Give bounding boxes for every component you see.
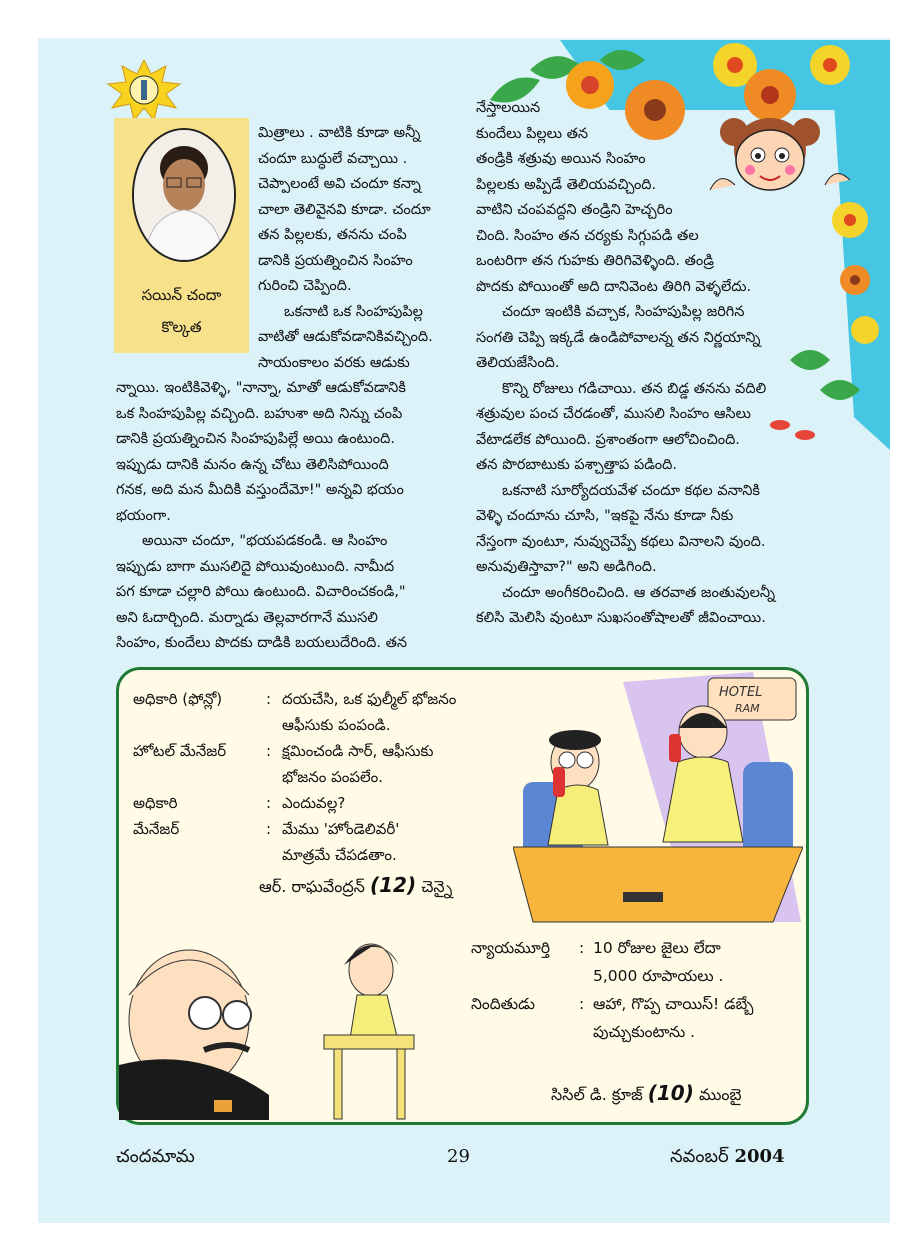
sun-logo-icon	[106, 58, 182, 122]
text-line: తన పిల్లలకు, తనను చంపి	[258, 227, 407, 243]
text-line: చందూ బుద్ధులే వచ్చాయి .	[258, 150, 408, 167]
joke-2-dialogue	[471, 934, 753, 1046]
text-line: చాలా తెలివైనవి కూడా. చందూ	[258, 201, 431, 218]
dialogue-text: మాత్రమే చేపడతాం.	[282, 846, 397, 864]
author-photo	[132, 128, 236, 262]
hotel-manager-illustration	[513, 672, 803, 927]
story-column-1-wide	[116, 376, 461, 657]
story-paragraph	[476, 377, 836, 479]
text-line: పగ కూడా చల్లారి పోయి ఉంటుంది. విచారించకండి,"	[116, 584, 406, 600]
story-paragraph	[476, 581, 836, 632]
speaker-label: నిందితుడు	[471, 995, 535, 1013]
text-line: ఒకనాటి సూర్యోదయవేళ చందూ కథల వనానికి	[502, 482, 760, 499]
jokes-box	[116, 667, 809, 1125]
story-column-1	[258, 121, 463, 376]
text-line: ఒంటరిగా తన గుహకు తిరిగివెళ్ళింది. తండ్రి	[476, 253, 714, 269]
dialogue-row	[133, 686, 456, 712]
text-line: మిత్రాలు . వాటికి కూడా అన్నీ	[258, 125, 421, 141]
text-line: ఇప్పుడు బాగా ముసలిదై పోయివుంటుంది. నామీద	[116, 558, 395, 575]
dialogue-text: క్షమించండి సార్, ఆఫీసుకు	[282, 742, 434, 760]
svg-text:RAM: RAM	[735, 702, 760, 715]
separator: :	[266, 820, 272, 838]
dialogue-row	[133, 764, 456, 790]
separator: :	[266, 742, 272, 760]
text-line: పిల్లలకు అప్పిడే తెలియవచ్చింది.	[476, 176, 657, 193]
text-line: న్నాయి. ఇంటికివెళ్ళి, "నాన్నా, మాతో ఆడుకోవడానికి	[116, 380, 406, 396]
dialogue-row	[133, 816, 456, 842]
story-paragraph	[258, 121, 463, 300]
text-line: డానికి ప్రయత్నించిన సింహం	[258, 252, 413, 269]
author-city: కొల్కత	[161, 318, 202, 336]
text-line: అయినా చందూ, "భయపడకండి. ఆ సింహం	[142, 533, 388, 549]
text-line: నేస్తాలయిన	[476, 100, 541, 116]
story-paragraph	[476, 300, 836, 377]
joke-1-credit	[259, 872, 452, 900]
text-line: వేటాడలేక పోయింది. ప్రశాంతంగా ఆలోచించింది.	[476, 431, 740, 448]
text-line: డానికి ప్రయత్నించిన సింహపుపిల్లే అయి ఉంటుంది.	[116, 431, 395, 447]
credit-age: (10)	[647, 1081, 694, 1105]
footer-month: నవంబర్	[670, 1146, 729, 1167]
footer-magazine-name: చందమామ	[116, 1146, 195, 1167]
text-line: వాటిని చంపవద్దని తండ్రిని హెచ్చరిం	[476, 202, 673, 218]
text-line: చింది. సింహం తన చర్యకు సిగ్గుపడి తల	[476, 227, 699, 244]
text-line: సింహం, కుందేలు పొదకు దాడికి బయలుదేరింది. తన	[116, 635, 408, 651]
text-line: నేస్తంగా వుంటూ, నువ్వుచెప్పే కథలు వినాలని వుంది.	[476, 533, 766, 550]
story-paragraph	[116, 529, 461, 657]
dialogue-row	[471, 1018, 753, 1046]
dialogue-row	[471, 934, 753, 962]
text-line: కుందేలు పిల్లలు తన	[476, 125, 589, 142]
speaker-label: అధికారి (ఫోన్లో)	[133, 690, 223, 708]
separator: :	[579, 939, 585, 957]
dialogue-row	[133, 738, 456, 764]
dialogue-row	[133, 842, 456, 868]
dialogue-text: 10 రోజుల జైలు లేదా	[593, 939, 721, 957]
credit-age: (12)	[369, 873, 417, 897]
text-line: శత్రువుల పంచ చేరడంతో, ముసలి సింహం ఆసిలు	[476, 406, 751, 422]
text-line: ఒక సింహపుపిల్ల వచ్చింది. బహుశా అది నిన్ను చంపి	[116, 405, 403, 422]
text-line: చెప్పాలంటే అవి చందూ కన్నా	[258, 176, 421, 192]
text-line: సాయంకాలం వరకు ఆడుకు	[258, 354, 410, 371]
story-paragraph	[476, 96, 836, 300]
speaker-label: న్యాయమూర్తి	[471, 939, 551, 957]
text-line: ఒకనాటి ఒక సింహపుపిల్ల	[284, 303, 423, 320]
court-illustration	[119, 925, 419, 1120]
text-line: కొన్ని రోజులు గడిచాయి. తన బిడ్డ తనను వదిలి	[502, 380, 767, 397]
dialogue-text: పుచ్చుకుంటాను .	[593, 1023, 696, 1041]
credit-name: ఆర్. రాఘవేంద్రన్	[259, 877, 365, 896]
text-line: కలిసి మెలిసి వుంటూ సుఖసంతోషాలతో జీవించాయి.	[476, 610, 766, 626]
story-paragraph	[258, 300, 463, 377]
text-line: తండ్రికి శత్రువు అయిన సింహం	[476, 151, 646, 167]
speaker-label: అధికారి	[133, 794, 178, 812]
joke-2-credit	[551, 1080, 742, 1108]
dialogue-row	[471, 962, 753, 990]
dialogue-text: ఎందువల్ల?	[282, 794, 346, 812]
text-line: చందూ ఇంటికి వచ్చాక, సింహపుపిల్ల జరిగిన	[502, 304, 745, 320]
text-line: చందూ అంగీకరించింది. ఆ తరవాత జంతువులన్నీ	[502, 584, 776, 601]
text-line: అని ఓదార్చింది. మర్నాడు తెల్లవారగానే ముసలి	[116, 609, 378, 626]
joke-1-dialogue	[133, 686, 456, 868]
text-line: గనక, అది మన మీదికి వస్తుందేమో!" అన్నవి భయం	[116, 482, 404, 498]
separator: :	[266, 794, 272, 812]
separator: :	[266, 690, 272, 708]
text-line: వెళ్ళి చందూను చూసి, "ఇకపై నేను కూడా నీకు	[476, 508, 734, 524]
story-column-2	[476, 96, 836, 632]
dialogue-text: దయచేసి, ఒక ఫుల్మీల్ భోజనం	[282, 690, 457, 708]
credit-city: చెన్నై	[421, 877, 453, 896]
dialogue-text: ఆహా, గొప్ప చాయిస్! డబ్బే	[593, 995, 754, 1013]
text-line: గురించి చెప్పింది.	[258, 278, 352, 294]
dialogue-text: ఆఫీసుకు పంపండి.	[282, 716, 391, 734]
text-line: తన పొరబాటుకు పశ్చాత్తాప పడింది.	[476, 457, 677, 473]
text-line: వాటితో ఆడుకోవడానికివచ్చింది.	[258, 329, 433, 345]
hotel-sign-text: HOTEL	[719, 685, 763, 700]
dialogue-text: 5,000 రూపాయలు .	[593, 967, 724, 985]
story-paragraph	[116, 376, 461, 529]
text-line: అనువుతిస్తావా?" అని అడిగింది.	[476, 559, 657, 575]
text-line: భయంగా.	[116, 507, 171, 524]
footer-page-number: 29	[447, 1146, 470, 1167]
separator: :	[579, 995, 585, 1013]
credit-name: సిసిల్ డి. క్రూజ్	[551, 1085, 643, 1104]
footer-year: 2004	[734, 1146, 785, 1167]
text-line: ఇప్పుడు దానికి మనం ఉన్న చోటు తెలిసిపోయింది	[116, 456, 389, 473]
speaker-label: హోటల్ మేనేజర్	[133, 742, 227, 760]
text-line: సంగతి చెప్పి ఇక్కడే ఉండిపోవాలన్న తన నిర్ణయాన్ని	[476, 329, 761, 346]
story-paragraph	[476, 479, 836, 581]
author-profile-box	[114, 118, 249, 353]
dialogue-text: మేము 'హోండెలివరీ'	[282, 820, 400, 838]
author-name: సయిన్ చందా	[141, 286, 222, 304]
dialogue-row	[133, 790, 456, 816]
credit-city: ముంబై	[698, 1085, 742, 1104]
text-line: తెలియజేసింది.	[476, 355, 560, 371]
dialogue-row	[471, 990, 753, 1018]
speaker-label: మేనేజర్	[133, 820, 180, 838]
footer-date	[670, 1146, 785, 1171]
dialogue-row	[133, 712, 456, 738]
text-line: పొదకు పోయింతో అది దానివెంట తిరిగి వెళ్ళలేదు.	[476, 278, 752, 295]
dialogue-text: భోజనం పంపలేం.	[282, 768, 384, 786]
